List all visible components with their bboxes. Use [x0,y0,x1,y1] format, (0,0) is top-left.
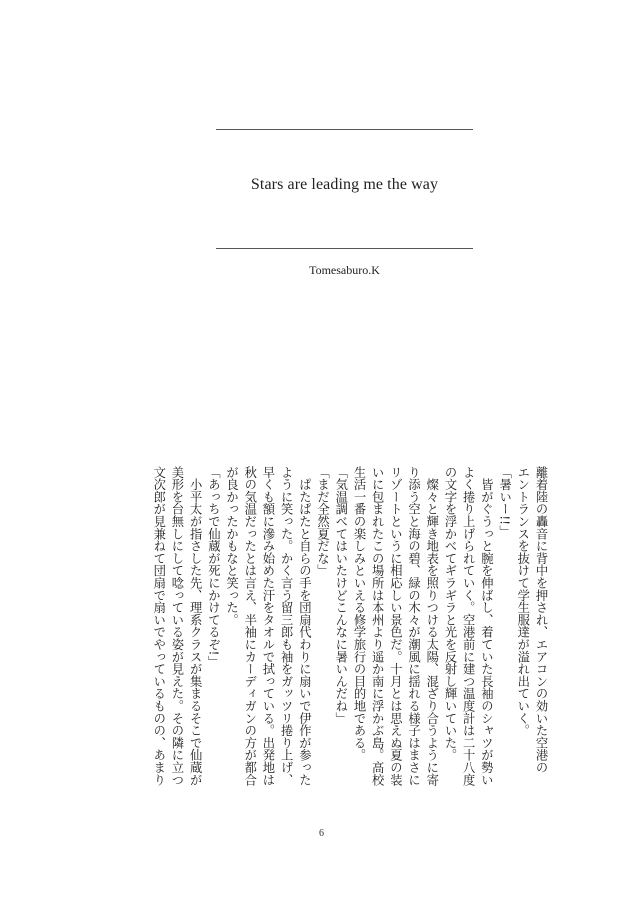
text-line: ように笑った。かく言う留三郎も袖をガッツリ捲り上げ、 [279,466,294,786]
text-line: 生活一番の楽しみといえる修学旅行の目的地である。 [351,466,366,762]
text-line: 燦々と輝き地表を照りつける太陽、混ざり合うように寄 [424,466,439,786]
text-line: 秋の気温だったとは言え、半袖にカーディガンの方が都合 [242,466,257,786]
story-title: Stars are leading me the way [250,176,439,193]
text-line: の文字を浮かべてギラギラと光を反射し輝いていた。 [442,466,457,762]
text-line: 離着陸の轟音に背中を押され、エアコンの効いた空港の [534,466,548,774]
text-line: が良かったかもなと笑った。 [224,466,239,626]
text-line: エントランスを抜けて学生服達が溢れ出ていく。 [515,466,530,737]
text-line: 文次郎が見兼ねて団扇で扇いでやっているものの、あまり [151,466,166,786]
text-line: ぱたぱたと自らの手を団扇代わりに扇いで伊作が参った [297,466,312,786]
text-line: 美形を台無しにして唸っている姿が見えた。その隣に立つ [169,466,184,786]
text-line: 「暑いー!!」 [497,466,512,538]
author-name: Tomesaburo.K [309,263,380,277]
text-line: 皆がぐうっと腕を伸ばし、着ていた長袖のシャツが勢い [479,466,494,786]
text-line: よく捲り上げられていく。空港前に建つ温度計は二十八度 [461,466,476,786]
text-line: いに包まれたこの場所は本州より遥か南に浮かぶ島。高校 [370,466,385,786]
title-top-rule [216,129,473,130]
text-line: り添う空と海の碧、緑の木々が潮風に揺れる様子はまさに [406,466,421,786]
text-line: 「あっちで仙蔵が死にかけてるぞ!」 [206,466,221,668]
page-number: 6 [319,828,324,839]
title-bottom-rule [216,248,473,249]
text-line: 小平太が指さした先、理系クラスが集まるそこで仙蔵が [188,466,203,786]
text-line: 「まだ全然夏だな」 [315,466,330,577]
text-line: 早くも額に滲み始めた汗をタオルで拭っている。出発地は [260,466,275,786]
vertical-body-text [95,466,550,796]
text-line: 「気温調べてはいたけどこんなに暑いんだね」 [333,466,348,725]
text-line: リゾートというに相応しい景色だ。十月とは思えぬ夏の装 [388,466,403,786]
